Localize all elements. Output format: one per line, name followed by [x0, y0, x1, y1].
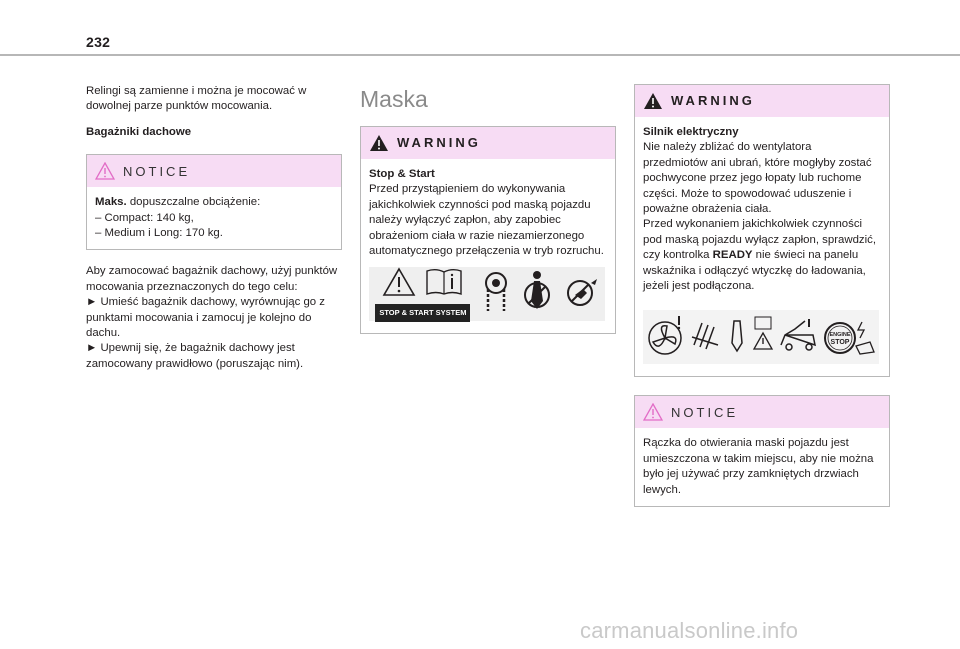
warning-title: WARNING [671, 93, 755, 109]
warning-subtitle: Stop & Start [369, 168, 435, 180]
step-1: ► Umieść bagażnik dachowy, wyrównując go z punktami mocowania i zamocuj je kolejno do dachu. [86, 296, 325, 340]
notice-body [635, 428, 889, 506]
belt-drive-icon [483, 269, 509, 320]
list-item: – Medium i Long: 170 kg. [95, 227, 223, 240]
notice-triangle-icon [643, 403, 663, 421]
notice-header [635, 396, 889, 428]
manual-warning-icon [752, 315, 774, 360]
fan-warning-text: Nie należy zbliżać do wentylatora przedmiotów ani ubrań, które mogłyby zostać pochwycone przez jego łopaty lub ruchome części. Może to spowodować uduszenie i poważne obrażenia ciała. [643, 141, 872, 216]
tie-icon [725, 315, 749, 360]
warning-body [361, 159, 615, 333]
ready-label: READY [712, 249, 753, 262]
warning-triangle-icon [643, 92, 663, 110]
warning-body [635, 117, 889, 376]
page-number: 232 [86, 34, 111, 50]
ignition-text-pre: Przed wykonaniem jakichkolwiek czynności pod maską pojazdu wyłącz zapłon, sprawdzić, czy kontrolka [643, 218, 876, 262]
warning-subtitle: Silnik elektryczny [643, 126, 739, 138]
notice-body [87, 187, 341, 249]
column-2 [360, 86, 616, 352]
stop-start-pictogram [369, 267, 605, 321]
notice-triangle-icon [95, 162, 115, 180]
engine-label: ENGINE [828, 332, 851, 339]
ignition-text-post: nie świeci na panelu wskaźnika i odłączyć wtyczkę do ładowania, jeżeli jest podłączona. [643, 249, 866, 293]
no-hand-icon [565, 277, 599, 312]
notice-header [87, 155, 341, 187]
warning-text: Przed przystąpieniem do wykonywania jakichkolwiek czynności pod maską pojazdu należy wyłączyć zapłon, aby zapobiec obrażeniom ciała w razie niezamierzonego automatycznego przełączenia w tryb rozruchu. [369, 183, 604, 258]
engine-stop-icon [822, 316, 878, 358]
warning-header [635, 85, 889, 117]
max-load-lead: dopuszczalne obciążenie: [126, 196, 261, 209]
rails-intro: Relingi są zamienne i można je mocować w dowolnej parze punktów mocowania. [86, 85, 307, 113]
notice-box-hood-handle [634, 395, 890, 507]
notice-title: NOTICE [123, 163, 191, 179]
hood-handle-text: Rączka do otwierania maski pojazdu jest umieszczona w takim miejscu, aby nie można było jej używać przy zamkniętych drzwiach lewych. [643, 437, 874, 496]
open-hood-icon [777, 315, 819, 360]
no-tie-icon [522, 269, 552, 320]
stop-start-group [375, 267, 470, 322]
notice-box-load [86, 154, 342, 250]
ignition-warning-text [643, 217, 879, 294]
stop-start-label: STOP & START SYSTEM [375, 304, 470, 321]
hand-no-contact-icon [688, 315, 722, 360]
list-item: – Compact: 140 kg, [95, 211, 194, 224]
max-load-line [95, 195, 331, 210]
warning-pictogram-icon [382, 267, 416, 302]
section-title: Maska [360, 86, 428, 112]
watermark: carmanualsonline.info [580, 618, 799, 643]
mounting-paragraph: Aby zamocować bagażnik dachowy, użyj punktów mocowania przeznaczonych do tego celu: [86, 265, 338, 293]
warning-box-electric-motor [634, 84, 890, 377]
manual-book-icon [424, 267, 464, 302]
max-label: Maks. [95, 196, 127, 209]
stop-label: STOP [830, 339, 849, 347]
column-1 [86, 84, 342, 372]
warning-box-stop-start [360, 126, 616, 334]
column-3 [634, 84, 890, 525]
step-2: ► Upewnij się, że bagażnik dachowy jest zamocowany prawidłowo (poruszając nim). [86, 342, 304, 370]
roof-racks-heading: Bagażniki dachowe [86, 125, 192, 138]
warning-header [361, 127, 615, 159]
fan-icon [645, 312, 685, 363]
electric-motor-pictogram [643, 310, 879, 364]
notice-title: NOTICE [671, 404, 739, 420]
warning-title: WARNING [397, 135, 481, 151]
warning-triangle-icon [369, 134, 389, 152]
header-divider [0, 54, 960, 56]
